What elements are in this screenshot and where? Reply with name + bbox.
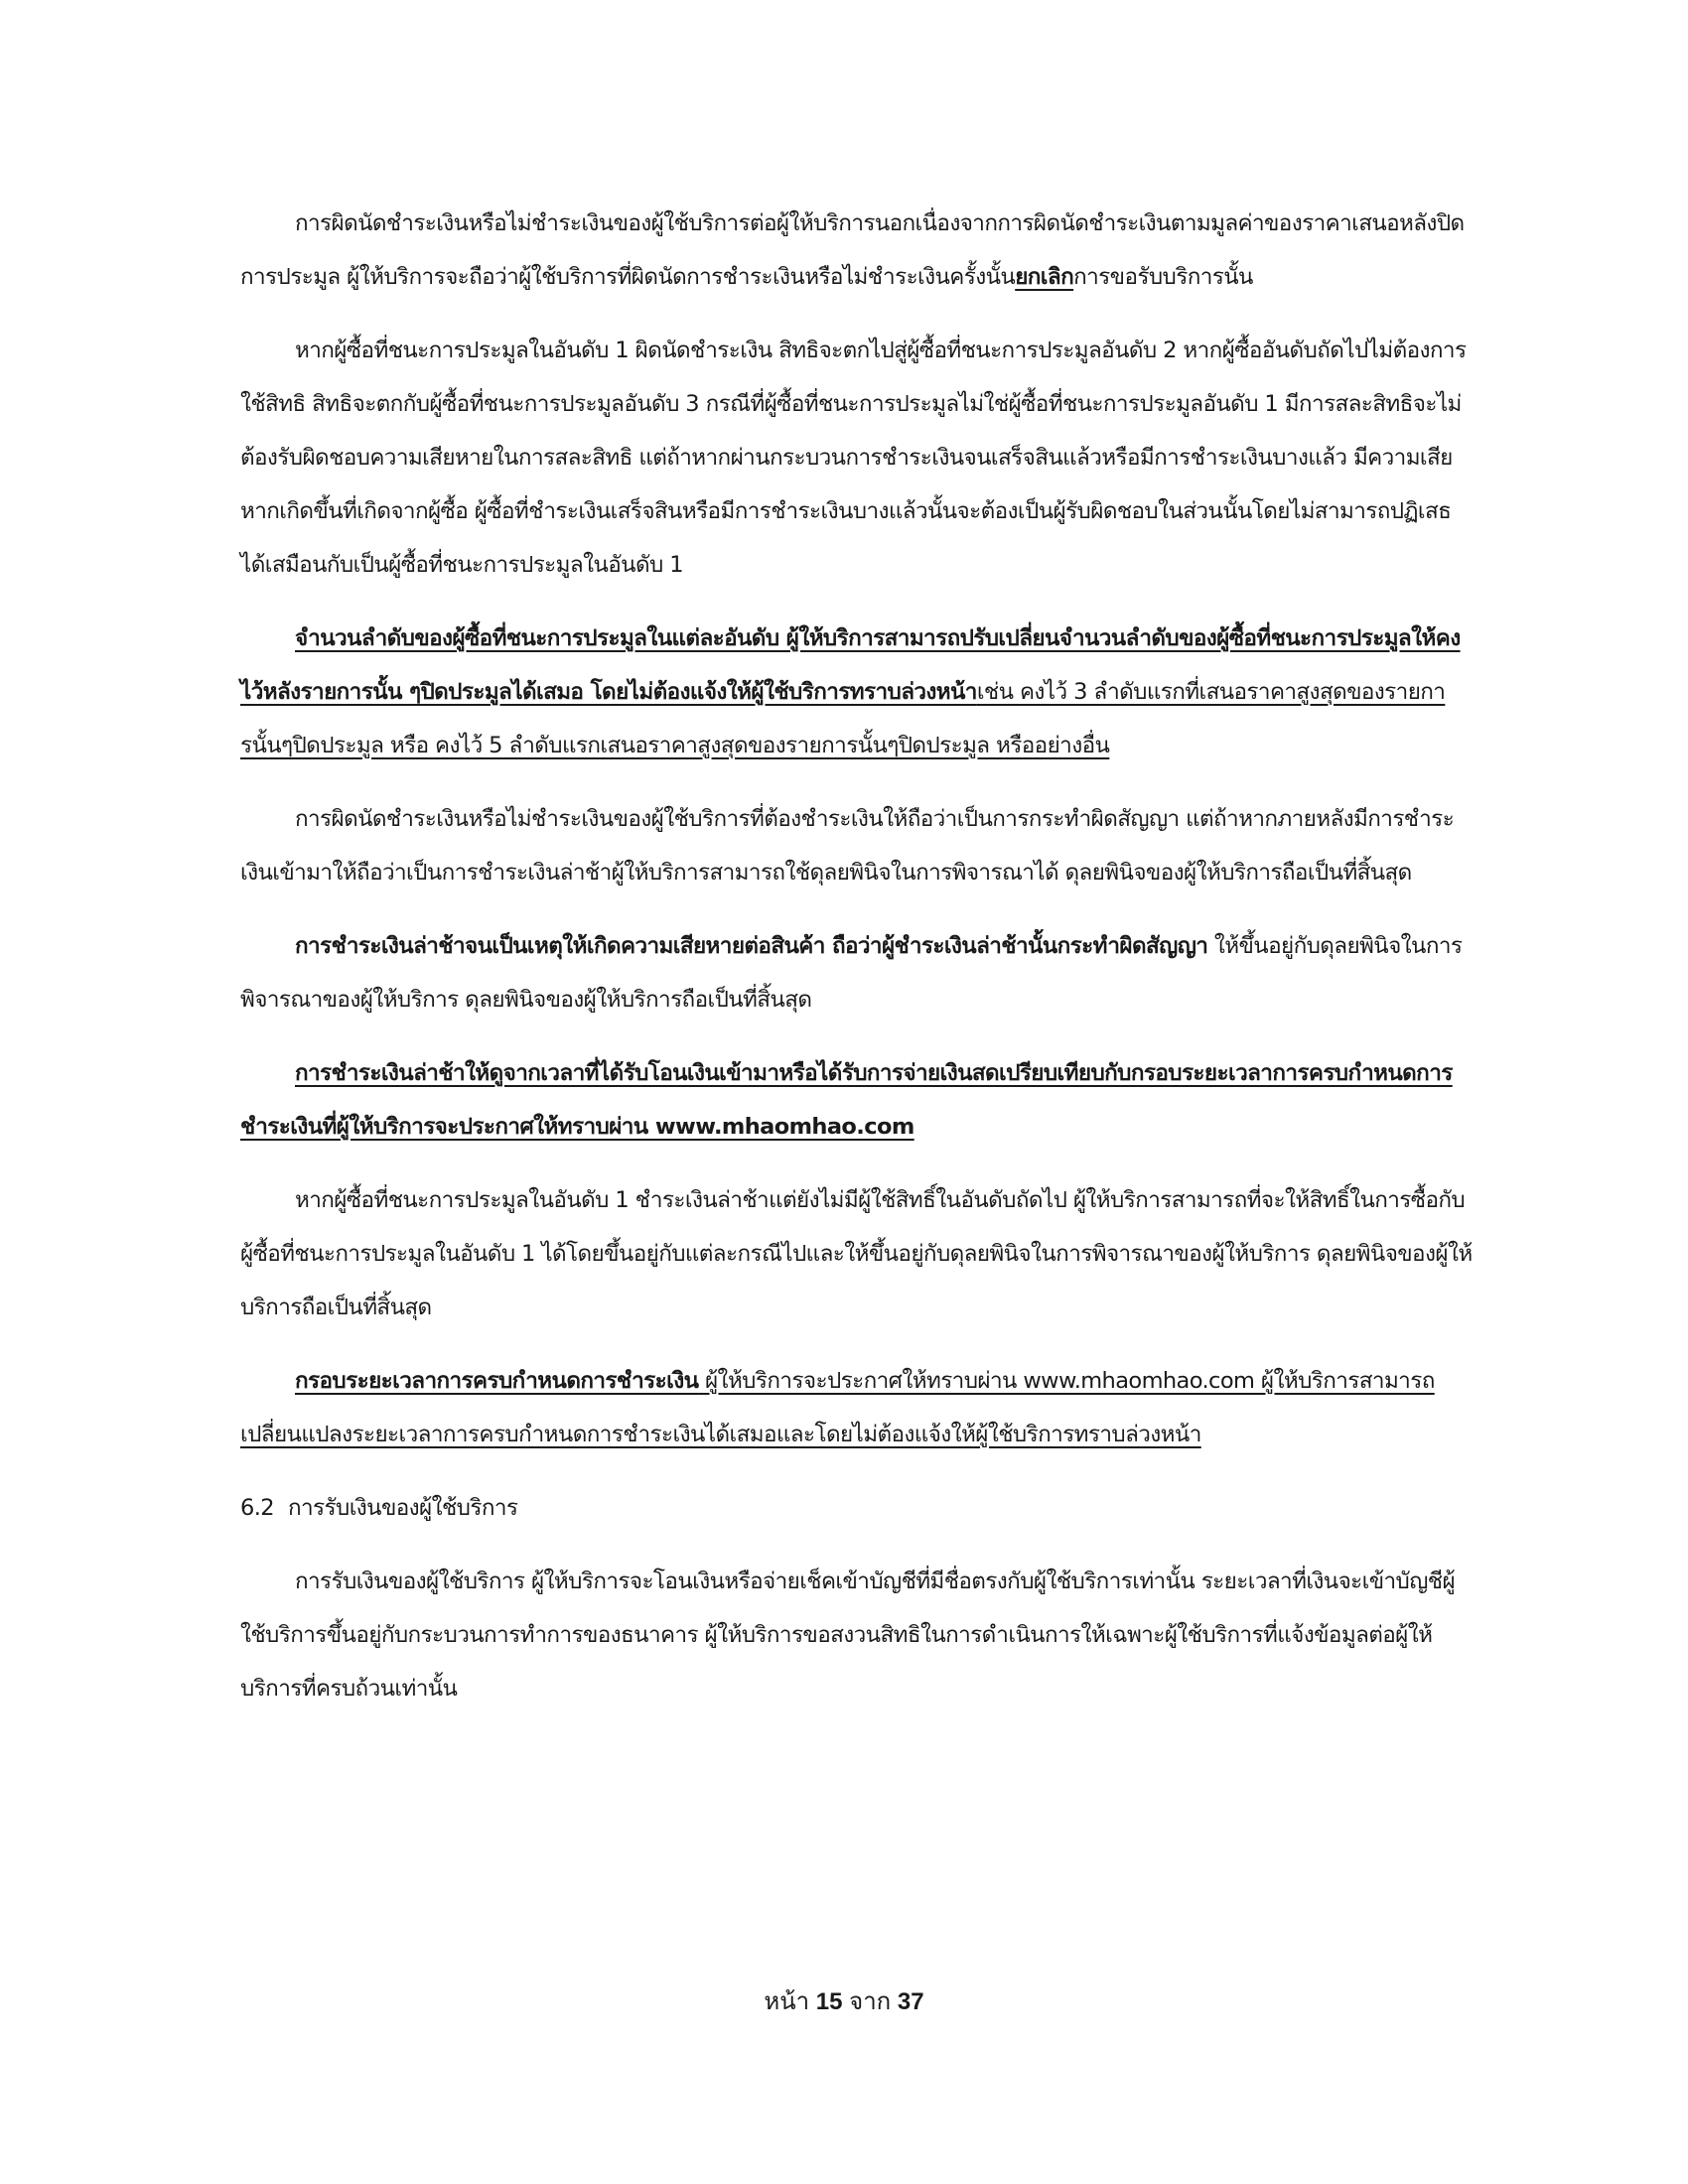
document-body (240, 197, 1474, 1735)
paragraph-payment-default (240, 197, 1474, 304)
cancel-emphasis: ยกเลิก (1015, 264, 1074, 290)
paragraph-text: ให้ขึ้นอยู่กับดุลยพินิจในการพิจารณาของผู้ให้บริการ ดุลยพินิจของผู้ให้บริการถือเป็นที่สิ้นสุด (240, 933, 1463, 1013)
paragraph-text: ผู้ให้บริการจะประกาศให้ทราบผ่าน www.mhaomhao.com ผู้ให้บริการสามารถเปลี่ยนแปลงระยะเวลาการครบกำหนดการชำระเงินได้เสมอและโดยไม่ต้องแจ้งให้ผู้ใช้บริการทราบล่วงหน้า (240, 1368, 1435, 1447)
footer-of-label: จาก (849, 1988, 892, 2015)
paragraph-rank-count (240, 612, 1474, 772)
paragraph-deadline (240, 1354, 1474, 1461)
paragraph-text: การขอรับบริการนั้น (1073, 264, 1253, 290)
footer-total-pages: 37 (897, 1988, 924, 2015)
paragraph-late-timing: การชำระเงินล่าช้าให้ดูจากเวลาที่ได้รับโอนเงินเข้ามาหรือได้รับการจ่ายเงินสดเปรียบเทียบกับกรอบระยะเวลาการครบกำหนดการชำระเงินที่ผู้ให้บริการจะประกาศให้ทราบผ่าน www.mhaomhao.com (240, 1060, 1453, 1140)
late-damage-bold: การชำระเงินล่าช้าจนเป็นเหตุให้เกิดความเสียหายต่อสินค้า ถือว่าผู้ชำระเงินล่าช้านั้นกระทำผิดสัญญา (295, 933, 1208, 959)
paragraph-text: การผิดนัดชำระเงินหรือไม่ชำระเงินของผู้ใช้บริการต่อผู้ให้บริการนอกเนื่องจากการผิดนัดชำระเงินตามมูลค่าของราคาเสนอหลังปิดการประมูล ผู้ให้บริการจะถือว่าผู้ใช้บริการที่ผิดนัดการชำระเงินหรือไม่ชำระเงินครั้งนั้น (240, 210, 1465, 290)
paragraph-late-damage (240, 919, 1474, 1026)
rank-count-bold: จำนวนลำดับของผู้ซื้อที่ชนะการประมูลในแต่ละอันดับ ผู้ให้บริการสามารถปรับเปลี่ยนจำนวนลำดับของผู้ซื้อที่ชนะการประมูลให้คงไว้หลังรายการนั้น ๆปิดประมูลได้เสมอ โดยไม่ต้องแจ้งให้ผู้ใช้บริการทราบล่วงหน้า (240, 625, 1461, 705)
section-number: 6.2 (240, 1495, 274, 1521)
paragraph-receiving-money: การรับเงินของผู้ใช้บริการ ผู้ให้บริการจะโอนเงินหรือจ่ายเช็คเข้าบัญชีที่มีชื่อตรงกับผู้ใช้บริการเท่านั้น ระยะเวลาที่เงินจะเข้าบัญชีผู้ใช้บริการขึ้นอยู่กับกระบวนการทำการของธนาคาร ผู้ให้บริการขอสงวนสิทธิในการดำเนินการให้เฉพาะผู้ใช้บริการที่แจ้งข้อมูลต่อผู้ให้บริการที่ครบถ้วนเท่านั้น (240, 1569, 1456, 1702)
deadline-bold: กรอบระยะเวลาการครบกำหนดการชำระเงิน (295, 1368, 699, 1394)
footer-page-number: 15 (815, 1988, 843, 2015)
footer-page-label: หน้า (764, 1988, 810, 2015)
page-footer (0, 1981, 1688, 2020)
rank-count-example: เช่น คงไว้ 3 ลำดับแรกที่เสนอราคาสูงสุดของรายการนั้นๆปิดประมูล หรือ คงไว้ 5 ลำดับแรกเสนอราคาสูงสุดของรายการนั้นๆปิดประมูล หรืออย่างอื่น (240, 679, 1446, 758)
section-title: การรับเงินของผู้ใช้บริการ (287, 1495, 518, 1521)
paragraph-rank-transfer: หากผู้ซื้อที่ชนะการประมูลในอันดับ 1 ผิดนัดชำระเงิน สิทธิจะตกไปสู่ผู้ซื้อที่ชนะการประมูลอันดับ 2 หากผู้ซื้ออันดับถัดไปไม่ต้องการใช้สิทธิ สิทธิจะตกกับผู้ซื้อที่ชนะการประมูลอันดับ 3 กรณีที่ผู้ซื้อที่ชนะการประมูลไม่ใช่ผู้ซื้อที่ชนะการประมูลอันดับ 1 มีการสละสิทธิจะไม่ต้องรับผิดชอบความเสียหายในการสละสิทธิ แต่ถ้าหากผ่านกระบวนการชำระเงินจนเสร็จสินแล้วหรือมีการชำระเงินบางแล้ว มีความเสียหากเกิดขึ้นที่เกิดจากผู้ซื้อ ผู้ซื้อที่ชำระเงินเสร็จสินหรือมีการชำระเงินบางแล้วนั้นจะต้องเป็นผู้รับผิดชอบในส่วนนั้นโดยไม่สามารถปฏิเสธได้เสมือนกับเป็นผู้ซื้อที่ชนะการประมูลในอันดับ 1 (240, 338, 1467, 578)
paragraph-late-first-rank: หากผู้ซื้อที่ชนะการประมูลในอันดับ 1 ชำระเงินล่าช้าแต่ยังไม่มีผู้ใช้สิทธิ์ในอันดับถัดไป ผู้ให้บริการสามารถที่จะให้สิทธิ์ในการซื้อกับผู้ซื้อที่ชนะการประมูลในอันดับ 1 ได้โดยขึ้นอยู่กับแต่ละกรณีไปและให้ขึ้นอยู่กับดุลยพินิจในการพิจารณาของผู้ให้บริการ ดุลยพินิจของผู้ให้บริการถือเป็นที่สิ้นสุด (240, 1187, 1473, 1320)
paragraph-breach: การผิดนัดชำระเงินหรือไม่ชำระเงินของผู้ใช้บริการที่ต้องชำระเงินให้ถือว่าเป็นการกระทำผิดสัญญา แต่ถ้าหากภายหลังมีการชำระเงินเข้ามาให้ถือว่าเป็นการชำระเงินล่าช้าผู้ให้บริการสามารถใช้ดุลยพินิจในการพิจารณาได้ ดุลยพินิจของผู้ให้บริการถือเป็นที่สิ้นสุด (240, 806, 1455, 886)
section-heading-6-2 (240, 1481, 1474, 1535)
